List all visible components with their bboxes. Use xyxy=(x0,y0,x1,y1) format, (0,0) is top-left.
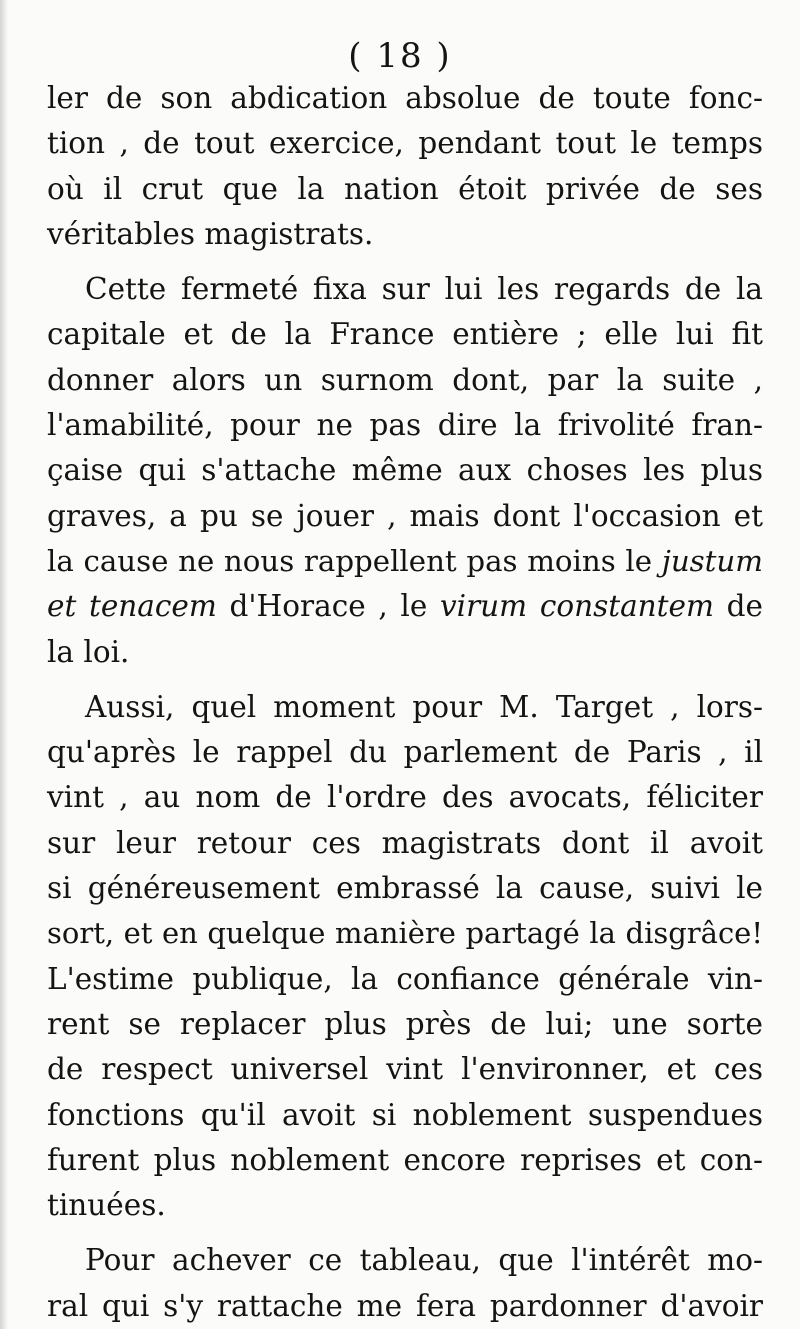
text-line: si généreusement embrassé la cause, suivi le xyxy=(47,871,763,906)
paragraph-4 xyxy=(47,1238,763,1329)
text-line: ler de son abdication absolue de toute fonc- xyxy=(47,81,763,115)
text-run: de xyxy=(713,589,763,624)
text-line: qu'après le rappel du parlement de Paris , il xyxy=(47,735,763,770)
italic-text: et tenacem xyxy=(47,589,217,624)
text-line: capitale et de la France entière ; elle lui fit xyxy=(47,317,763,352)
text-line: rent se replacer plus près de lui; une sorte xyxy=(47,1006,763,1041)
text-line: sur leur retour ces magistrats dont il avoit xyxy=(47,825,763,860)
text-line: sort, et en quelque manière partagé la disgrâce! xyxy=(47,916,763,951)
text-line: tion , de tout exercice, pendant tout le temps xyxy=(47,126,763,161)
page-number: ( 18 ) xyxy=(348,36,452,76)
text-line: fonctions qu'il avoit si noblement suspendues xyxy=(47,1097,763,1132)
text-line: où il crut que la nation étoit privée de ses xyxy=(47,171,763,206)
page-edge-shadow xyxy=(0,0,8,1329)
paragraph-3 xyxy=(47,685,763,1229)
text-line: furent plus noblement encore reprises et con- xyxy=(47,1142,763,1177)
text-line: donner alors un surnom dont, par la suite , xyxy=(47,362,763,397)
text-line: graves, a pu se jouer , mais dont l'occasion et xyxy=(47,498,763,533)
text-line: ral qui s'y rattache me fera pardonner d'avoir xyxy=(47,1288,763,1323)
text-run: la cause ne nous rappellent pas moins le xyxy=(47,543,662,578)
text-line: l'amabilité, pour ne pas dire la frivolité fran- xyxy=(47,408,763,443)
text-line xyxy=(47,584,763,629)
body-text xyxy=(47,76,763,1329)
text-line: de respect universel vint l'environner, et ces xyxy=(47,1052,763,1087)
text-line: tinuées. xyxy=(47,1188,166,1223)
text-line: vint , au nom de l'ordre des avocats, féliciter xyxy=(47,780,763,815)
text-line: Aussi, quel moment pour M. Target , lors- xyxy=(85,689,763,724)
text-line: la loi. xyxy=(47,634,130,669)
text-line: Pour achever ce tableau, que l'intérêt mo- xyxy=(85,1243,763,1278)
italic-text: virum constantem xyxy=(439,589,714,624)
paragraph-2 xyxy=(47,267,763,675)
italic-text: justum xyxy=(661,543,763,578)
text-line: L'estime publique, la confiance générale vin- xyxy=(47,961,763,996)
text-run: d'Horace , le xyxy=(216,589,440,624)
text-line: Cette fermeté fixa sur lui les regards de la xyxy=(85,272,763,307)
paragraph-1 xyxy=(47,76,763,257)
text-line: çaise qui s'attache même aux choses les plus xyxy=(47,453,763,488)
text-line xyxy=(47,539,763,584)
text-line: véritables magistrats. xyxy=(47,216,374,251)
